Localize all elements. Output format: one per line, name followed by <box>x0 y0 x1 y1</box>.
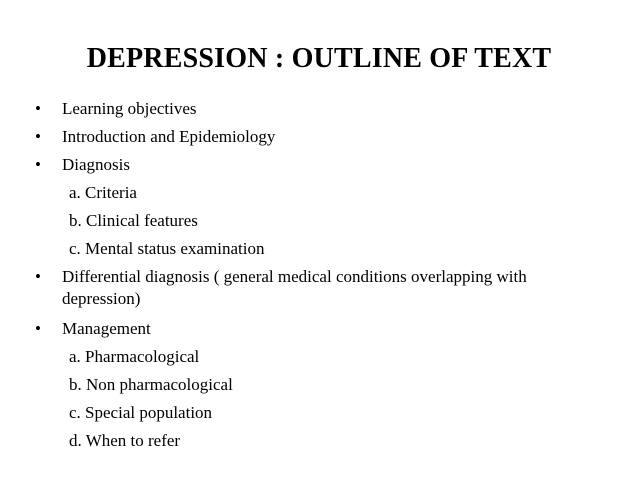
outline-item-differential-diagnosis-line1: Differential diagnosis ( general medical conditions overlapping with <box>62 267 527 286</box>
outline-subitem-when-to-refer: d. When to refer <box>69 431 181 450</box>
bullet-point: • <box>35 99 41 118</box>
outline-subitem-pharmacological: a. Pharmacological <box>69 347 200 366</box>
outline-subitem-non-pharmacological: b. Non pharmacological <box>69 375 233 394</box>
bullet-point: • <box>35 155 41 174</box>
outline-item-management: Management <box>62 319 151 338</box>
outline-item-diagnosis: Diagnosis <box>62 155 130 174</box>
outline-subitem-special-population: c. Special population <box>69 403 213 422</box>
outline-subitem-mental-status-examination: c. Mental status examination <box>69 239 265 258</box>
bullet-point: • <box>35 267 41 286</box>
bullet-point: • <box>35 127 41 146</box>
outline-subitem-clinical-features: b. Clinical features <box>69 211 198 230</box>
slide-title: DEPRESSION : OUTLINE OF TEXT <box>86 43 552 74</box>
outline-subitem-criteria: a. Criteria <box>69 183 137 202</box>
outline-item-introduction: Introduction and Epidemiology <box>62 127 276 146</box>
outline-item-learning-objectives: Learning objectives <box>62 99 197 118</box>
bullet-point: • <box>35 319 41 338</box>
outline-item-differential-diagnosis-line2: depression) <box>62 289 141 308</box>
